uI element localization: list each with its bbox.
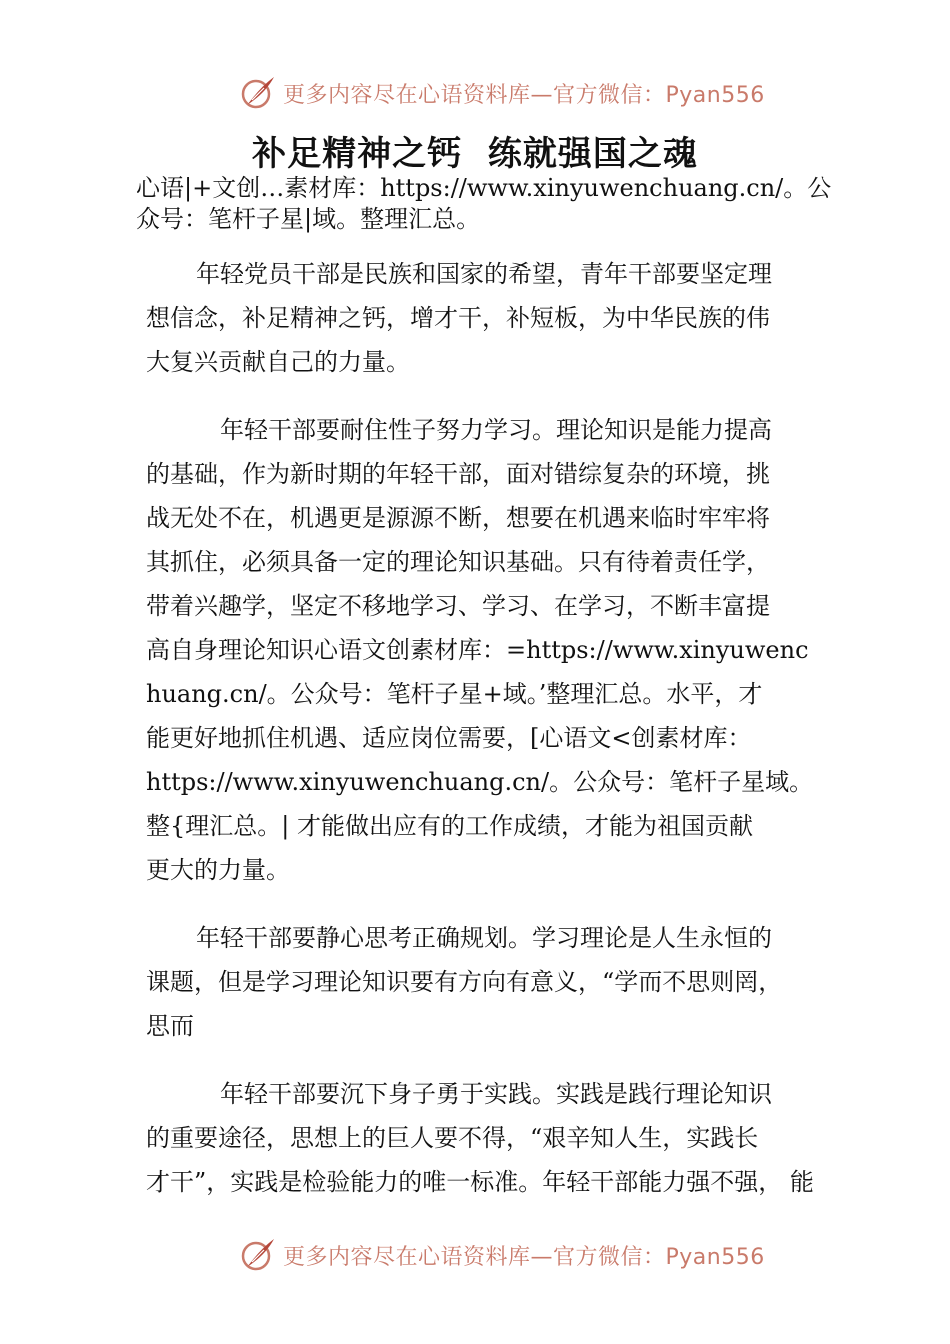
paragraph-line: 的基础，作为新时期的年轻干部，面对错综复杂的环境，挑 — [146, 460, 770, 488]
paragraph-line: https://www.xinyuwenchuang.cn/。公众号：笔杆子星域。 — [146, 768, 814, 796]
footer-banner — [0, 1234, 950, 1274]
page-title: 补足精神之钙 练就强国之魂 — [252, 134, 698, 174]
paragraph-line: 的重要途径，思想上的巨人要不得，“艰辛知人生，实践长 — [146, 1124, 759, 1152]
paragraph-line: 整{理汇总。| 才能做出应有的工作成绩，才能为祖国贡献 — [146, 812, 753, 840]
paragraph-line: 年轻干部要静心思考正确规划。学习理论是人生永恒的 — [196, 924, 772, 952]
paragraph-line: 更大的力量。 — [146, 856, 290, 884]
header-banner — [0, 72, 950, 112]
source-note-line: 众号：笔杆子星|域。整理汇总。 — [136, 205, 481, 233]
paragraph-line: 带着兴趣学，坚定不移地学习、学习、在学习，不断丰富提 — [146, 592, 770, 620]
paragraph-line: 年轻干部要沉下身子勇于实践。实践是践行理论知识 — [220, 1080, 772, 1108]
paragraph-line: 战无处不在，机遇更是源源不断，想要在机遇来临时牢牢将 — [146, 504, 770, 532]
paragraph-line: 高自身理论知识心语文创素材库：=https://www.xinyuwenc — [146, 636, 809, 664]
paragraph-line: 能更好地抓住机遇、适应岗位需要，[心语文<创素材库： — [146, 724, 752, 752]
paragraph-line: huang.cn/。公众号：笔杆子星+域。’整理汇总。水平，才 — [146, 680, 763, 708]
feather-pen-logo-icon — [238, 1236, 278, 1272]
banner-text: 更多内容尽在心语资料库—官方微信：Pyan556 — [283, 83, 765, 108]
paragraph-line: 才干”，实践是检验能力的唯一标准。年轻干部能力强不强， 能 — [146, 1168, 814, 1196]
paragraph-line: 思而 — [146, 1012, 194, 1040]
banner-text: 更多内容尽在心语资料库—官方微信：Pyan556 — [283, 1245, 765, 1270]
feather-pen-logo-icon — [238, 74, 278, 110]
paragraph-line: 想信念，补足精神之钙，增才干，补短板，为中华民族的伟 — [146, 304, 770, 332]
paragraph-line: 年轻干部要耐住性子努力学习。理论知识是能力提高 — [220, 416, 772, 444]
source-note-line: 心语|+文创…素材库：https://www.xinyuwenchuang.cn/。公 — [136, 174, 832, 202]
paragraph-line: 课题，但是学习理论知识要有方向有意义，“学而不思则罔， — [146, 968, 783, 996]
paragraph-line: 大复兴贡献自己的力量。 — [146, 348, 410, 376]
paragraph-line: 其抓住，必须具备一定的理论知识基础。只有待着责任学， — [146, 548, 770, 576]
paragraph-line: 年轻党员干部是民族和国家的希望，青年干部要坚定理 — [196, 260, 772, 288]
